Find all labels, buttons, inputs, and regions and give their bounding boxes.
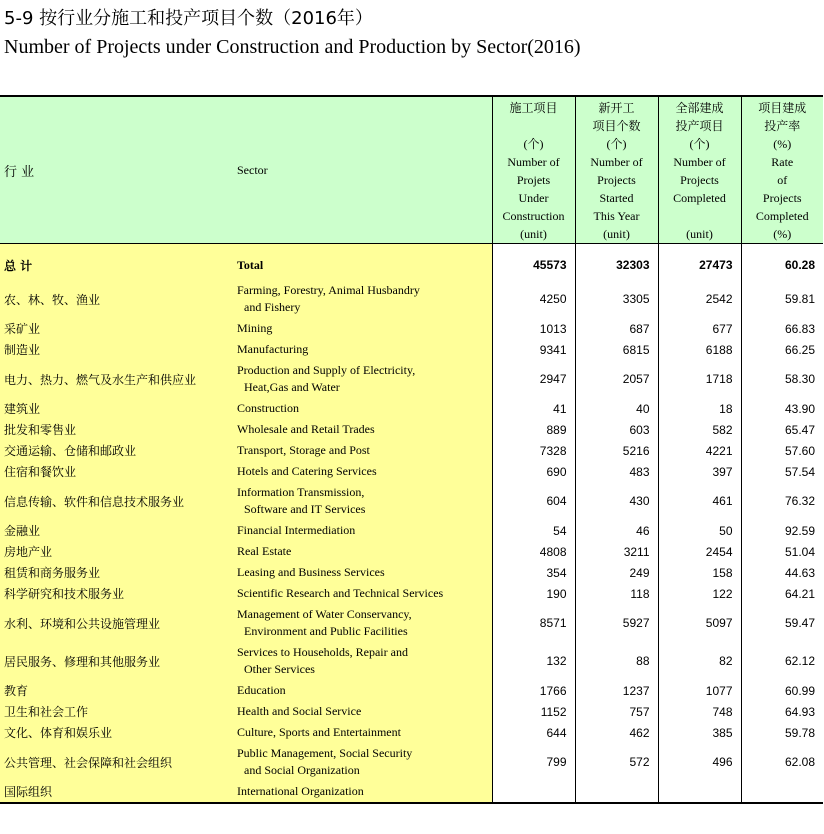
value-cell: 1077	[658, 680, 741, 701]
value-cell: 88	[575, 642, 658, 680]
value-cell: 41	[492, 398, 575, 419]
sector-name-cn: 制造业	[0, 339, 233, 360]
sector-name-en-line: Culture, Sports and Entertainment	[237, 725, 401, 739]
value-cell: 1237	[575, 680, 658, 701]
value-cell: 6815	[575, 339, 658, 360]
value-cell: 51.04	[741, 541, 823, 562]
header-col	[658, 96, 741, 244]
sector-name-cn: 国际组织	[0, 781, 233, 803]
header-line: (%)	[773, 227, 792, 241]
sector-name-en-line: Financial Intermediation	[237, 523, 356, 537]
header-line: Projects	[680, 173, 719, 187]
header-line: 投产项目	[675, 119, 724, 133]
value-cell: 9341	[492, 339, 575, 360]
sector-name-en-line: Management of Water Conservancy,	[237, 607, 412, 621]
value-cell: 50	[658, 520, 741, 541]
sector-name-cn: 信息传输、软件和信息技术服务业	[0, 482, 233, 520]
sector-name-en	[233, 680, 492, 701]
value-cell: 1013	[492, 318, 575, 339]
sector-name-en	[233, 440, 492, 461]
page-title-en: Number of Projects under Construction and Production by Sector(2016)	[4, 36, 581, 58]
header-sector-cn: 行 业	[0, 96, 233, 244]
sector-name-en-line: Heat,Gas and Water	[244, 380, 340, 394]
value-cell: 27473	[658, 244, 741, 281]
sector-name-cn: 总 计	[0, 244, 233, 281]
value-cell: 2542	[658, 280, 741, 318]
value-cell: 430	[575, 482, 658, 520]
value-cell: 5927	[575, 604, 658, 642]
header-line: Rate	[771, 155, 794, 169]
value-cell: 92.59	[741, 520, 823, 541]
value-cell: 690	[492, 461, 575, 482]
value-cell: 6188	[658, 339, 741, 360]
value-cell: 57.54	[741, 461, 823, 482]
value-cell: 385	[658, 722, 741, 743]
header-line: 项目个数	[592, 119, 641, 133]
sector-name-en	[233, 520, 492, 541]
value-cell: 40	[575, 398, 658, 419]
table-row	[0, 701, 823, 722]
header-sector-en: Sector	[233, 96, 492, 244]
value-cell: 483	[575, 461, 658, 482]
value-cell: 59.78	[741, 722, 823, 743]
sector-name-en	[233, 743, 492, 781]
sector-name-en-line: Construction	[237, 401, 299, 415]
sector-name-en	[233, 419, 492, 440]
value-cell: 57.60	[741, 440, 823, 461]
value-cell: 59.81	[741, 280, 823, 318]
sector-name-en	[233, 482, 492, 520]
table-row	[0, 680, 823, 701]
sector-name-en-line: Public Management, Social Security	[237, 746, 413, 760]
sector-name-en	[233, 701, 492, 722]
sector-name-en-line: Other Services	[244, 662, 315, 676]
value-cell: 54	[492, 520, 575, 541]
table-row	[0, 339, 823, 360]
sector-name-en	[233, 642, 492, 680]
value-cell: 7328	[492, 440, 575, 461]
sector-name-en-line: Scientific Research and Technical Services	[237, 586, 444, 600]
header-line: 新开工	[598, 101, 635, 115]
sector-name-en	[233, 604, 492, 642]
value-cell: 82	[658, 642, 741, 680]
header-line: 项目建成	[758, 101, 807, 115]
value-cell: 190	[492, 583, 575, 604]
value-cell: 65.47	[741, 419, 823, 440]
value-cell: 496	[658, 743, 741, 781]
table-row	[0, 398, 823, 419]
sector-name-cn: 农、林、牧、渔业	[0, 280, 233, 318]
sector-name-en	[233, 318, 492, 339]
table-row	[0, 642, 823, 680]
value-cell: 32303	[575, 244, 658, 281]
sector-name-cn: 电力、热力、燃气及水生产和供应业	[0, 360, 233, 398]
sector-name-cn: 房地产业	[0, 541, 233, 562]
sector-name-cn: 住宿和餐饮业	[0, 461, 233, 482]
value-cell: 644	[492, 722, 575, 743]
sector-name-en	[233, 562, 492, 583]
header-line: Completed	[673, 191, 726, 205]
sector-name-en-line: Total	[237, 257, 264, 272]
value-cell: 132	[492, 642, 575, 680]
table-row	[0, 541, 823, 562]
sector-name-en-line: and Social Organization	[244, 763, 360, 777]
header-line: Projets	[516, 173, 551, 187]
value-cell: 604	[492, 482, 575, 520]
table-row	[0, 440, 823, 461]
header-line: (个)	[523, 137, 544, 151]
sector-name-en	[233, 244, 492, 281]
sector-name-en-line: Production and Supply of Electricity,	[237, 363, 416, 377]
value-cell: 249	[575, 562, 658, 583]
table-row	[0, 583, 823, 604]
header-line: (unit)	[603, 227, 630, 241]
header-line: 全部建成	[675, 101, 724, 115]
sector-name-cn: 文化、体育和娱乐业	[0, 722, 233, 743]
table-body	[0, 244, 823, 804]
value-cell: 62.12	[741, 642, 823, 680]
sector-name-en-line: International Organization	[237, 784, 364, 798]
table-row	[0, 722, 823, 743]
table-header-row	[0, 96, 823, 244]
sector-name-en-line: Manufacturing	[237, 342, 309, 356]
value-cell: 5216	[575, 440, 658, 461]
value-cell: 354	[492, 562, 575, 583]
value-cell: 2947	[492, 360, 575, 398]
sector-name-en	[233, 280, 492, 318]
value-cell: 1766	[492, 680, 575, 701]
sector-name-en-line: Mining	[237, 321, 273, 335]
sector-name-en-line: Information Transmission,	[237, 485, 365, 499]
table-row	[0, 280, 823, 318]
table-row	[0, 419, 823, 440]
value-cell: 122	[658, 583, 741, 604]
header-line: of	[777, 173, 788, 187]
sector-name-en	[233, 541, 492, 562]
value-cell: 462	[575, 722, 658, 743]
value-cell: 1718	[658, 360, 741, 398]
sector-name-en-line: Health and Social Service	[237, 704, 362, 718]
value-cell: 44.63	[741, 562, 823, 583]
header-line: Under	[518, 191, 549, 205]
header-line: (个)	[689, 137, 710, 151]
value-cell: 2454	[658, 541, 741, 562]
value-cell: 1152	[492, 701, 575, 722]
sector-name-en	[233, 398, 492, 419]
value-cell: 461	[658, 482, 741, 520]
header-col	[741, 96, 823, 244]
header-line	[493, 117, 575, 135]
value-cell: 60.99	[741, 680, 823, 701]
page-title-cn: 5-9 按行业分施工和投产项目个数（2016年）	[4, 8, 373, 29]
sector-name-en-line: Software and IT Services	[244, 502, 366, 516]
sector-name-en-line: Environment and Public Facilities	[244, 624, 408, 638]
value-cell	[741, 781, 823, 803]
header-line: Number of	[673, 155, 726, 169]
value-cell: 2057	[575, 360, 658, 398]
header-col	[492, 96, 575, 244]
value-cell: 603	[575, 419, 658, 440]
sector-name-cn: 建筑业	[0, 398, 233, 419]
value-cell: 46	[575, 520, 658, 541]
value-cell	[492, 781, 575, 803]
value-cell: 60.28	[741, 244, 823, 281]
value-cell: 3305	[575, 280, 658, 318]
value-cell: 5097	[658, 604, 741, 642]
value-cell: 687	[575, 318, 658, 339]
header-line: Construction	[502, 209, 565, 223]
sector-name-cn: 水利、环境和公共设施管理业	[0, 604, 233, 642]
value-cell: 66.83	[741, 318, 823, 339]
value-cell: 62.08	[741, 743, 823, 781]
value-cell: 64.93	[741, 701, 823, 722]
sector-name-en-line: Hotels and Catering Services	[237, 464, 377, 478]
table-row	[0, 562, 823, 583]
header-line: Projects	[762, 191, 802, 205]
sector-name-cn: 采矿业	[0, 318, 233, 339]
sector-name-cn: 金融业	[0, 520, 233, 541]
value-cell: 76.32	[741, 482, 823, 520]
value-cell: 8571	[492, 604, 575, 642]
sector-name-cn: 公共管理、社会保障和社会组织	[0, 743, 233, 781]
sector-name-en-line: Wholesale and Retail Trades	[237, 422, 375, 436]
value-cell: 582	[658, 419, 741, 440]
value-cell: 158	[658, 562, 741, 583]
header-line	[659, 207, 741, 225]
table-row	[0, 482, 823, 520]
sector-name-cn: 批发和零售业	[0, 419, 233, 440]
value-cell	[658, 781, 741, 803]
table-row	[0, 743, 823, 781]
header-line: Projects	[597, 173, 636, 187]
header-col	[575, 96, 658, 244]
sector-name-cn: 卫生和社会工作	[0, 701, 233, 722]
sector-name-cn: 科学研究和技术服务业	[0, 583, 233, 604]
sector-name-en-line: Real Estate	[237, 544, 292, 558]
sector-name-en-line: Leasing and Business Services	[237, 565, 385, 579]
sector-name-cn: 交通运输、仓储和邮政业	[0, 440, 233, 461]
table-row	[0, 781, 823, 803]
sector-name-en	[233, 461, 492, 482]
sector-name-en	[233, 722, 492, 743]
value-cell: 748	[658, 701, 741, 722]
value-cell: 64.21	[741, 583, 823, 604]
header-line: (%)	[773, 137, 792, 151]
header-line: (unit)	[520, 227, 547, 241]
value-cell: 18	[658, 398, 741, 419]
value-cell	[575, 781, 658, 803]
header-line: This Year	[593, 209, 640, 223]
value-cell: 118	[575, 583, 658, 604]
sector-name-en-line: and Fishery	[244, 300, 301, 314]
header-line: 投产率	[764, 119, 801, 133]
sector-name-en	[233, 360, 492, 398]
sector-projects-table	[0, 95, 823, 804]
sector-name-cn: 租赁和商务服务业	[0, 562, 233, 583]
value-cell: 889	[492, 419, 575, 440]
header-line: Number of	[507, 155, 560, 169]
value-cell: 59.47	[741, 604, 823, 642]
sector-name-en	[233, 781, 492, 803]
value-cell: 66.25	[741, 339, 823, 360]
header-line: Number of	[590, 155, 643, 169]
sector-name-en-line: Services to Households, Repair and	[237, 645, 408, 659]
sector-name-cn: 教育	[0, 680, 233, 701]
value-cell: 45573	[492, 244, 575, 281]
value-cell: 3211	[575, 541, 658, 562]
value-cell: 4250	[492, 280, 575, 318]
value-cell: 4221	[658, 440, 741, 461]
header-line: Completed	[755, 209, 809, 223]
sector-name-en	[233, 339, 492, 360]
sector-name-en-line: Education	[237, 683, 286, 697]
header-line: (unit)	[686, 227, 713, 241]
value-cell: 799	[492, 743, 575, 781]
sector-name-cn: 居民服务、修理和其他服务业	[0, 642, 233, 680]
value-cell: 4808	[492, 541, 575, 562]
header-line: (个)	[606, 137, 627, 151]
value-cell: 397	[658, 461, 741, 482]
value-cell: 572	[575, 743, 658, 781]
table-row-total	[0, 244, 823, 281]
header-line: 施工项目	[509, 101, 558, 115]
table-row	[0, 520, 823, 541]
table-row	[0, 461, 823, 482]
sector-name-en	[233, 583, 492, 604]
table-row	[0, 604, 823, 642]
value-cell: 58.30	[741, 360, 823, 398]
table-row	[0, 318, 823, 339]
table-row	[0, 360, 823, 398]
sector-name-en-line: Transport, Storage and Post	[237, 443, 370, 457]
value-cell: 43.90	[741, 398, 823, 419]
header-line: Started	[599, 191, 634, 205]
value-cell: 757	[575, 701, 658, 722]
sector-name-en-line: Farming, Forestry, Animal Husbandry	[237, 283, 420, 297]
value-cell: 677	[658, 318, 741, 339]
